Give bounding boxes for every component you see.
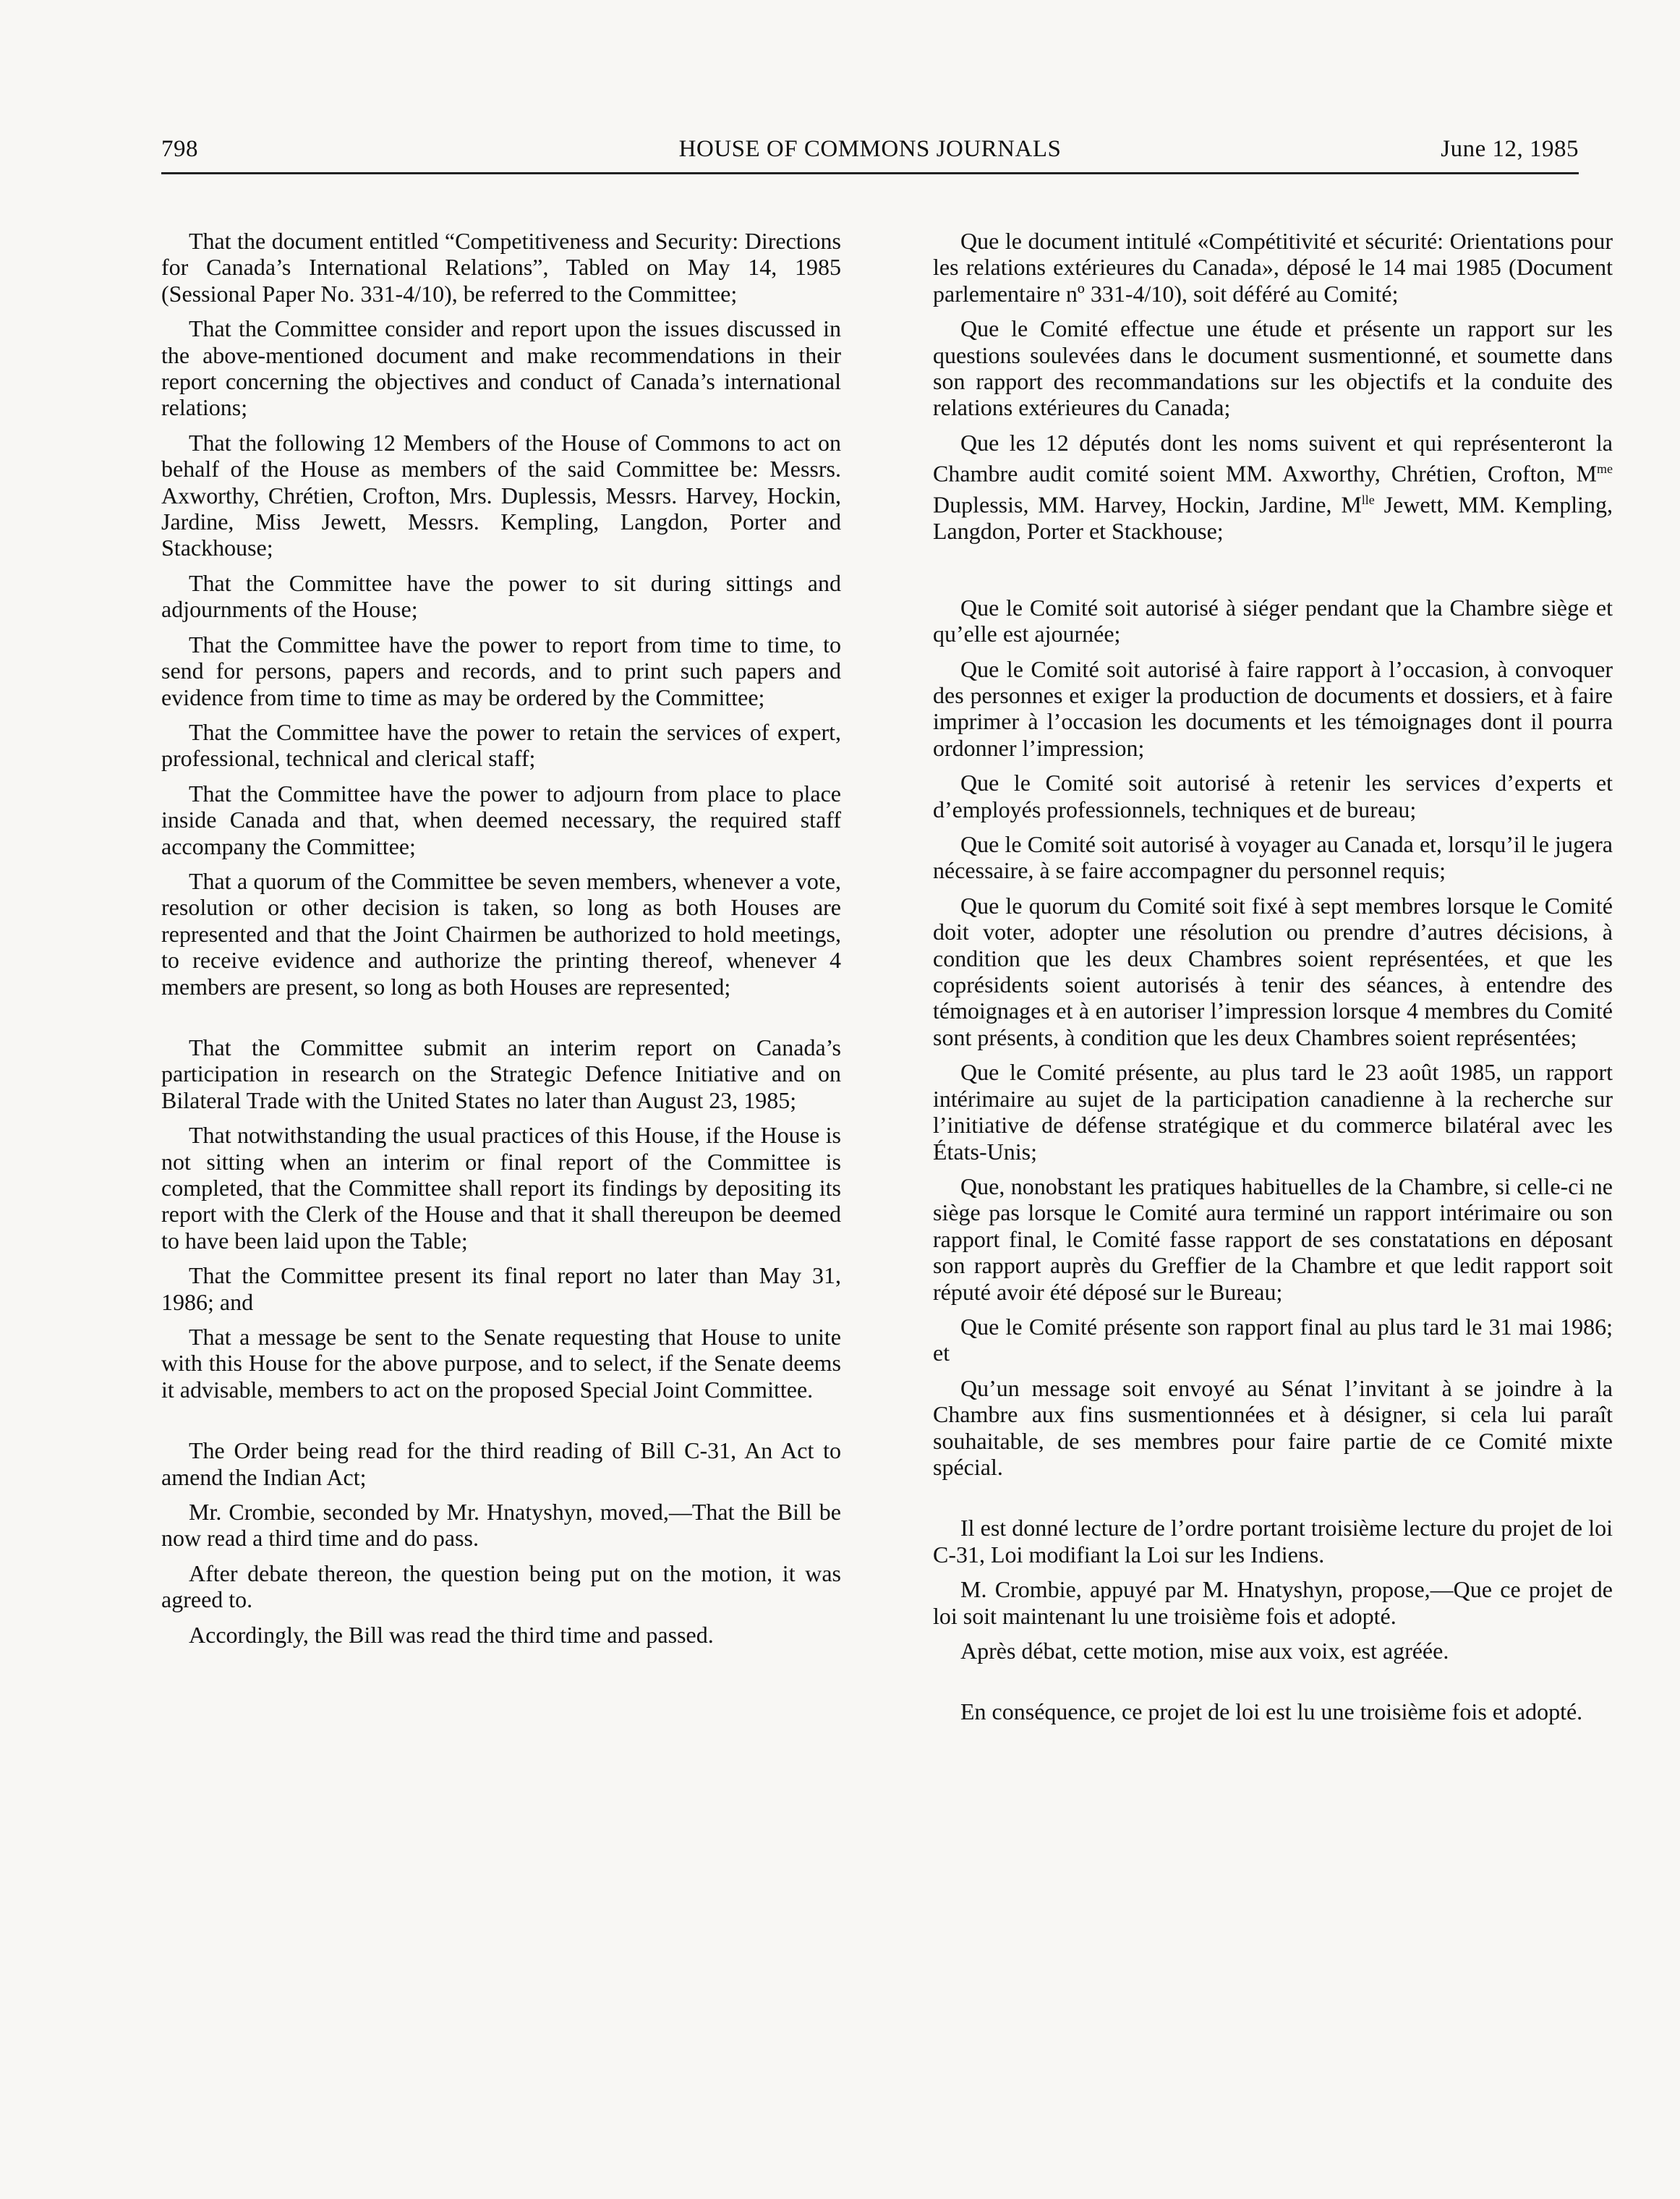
fr-para-passed: En conséquence, ce projet de loi est lu une troisième fois et adopté. (960, 1698, 1583, 1725)
fr-para-notwithstanding: Que, nonobstant les pratiques habituelles de la Chambre, si celle-ci ne siège pas lorsque le Comité aura terminé un rapport intérimaire ou son rapport final, le Comité fasse rapport de ses constatations en déposant son rapport auprès du Greffier de la Chambre et que ledit rapport soit réputé avoir été déposé sur le Bureau; (933, 1173, 1613, 1305)
en-para-power-sit: That the Committee have the power to sit during sittings and adjournments of the House; (161, 569, 841, 623)
fr-para-members: Que les 12 députés dont les noms suivent et qui représenteront la Chambre audit comité soient MM. Axworthy, Chrétien, Crofton, $M^{me}$ Duplessis, MM. Harvey, Hockin, Jardine, $M^{lle}$ Jewett, MM. Kempling, Langdon, Porter et Stackhouse; (933, 429, 1613, 545)
journal-title: HOUSE OF COMMONS JOURNALS (678, 136, 1062, 162)
en-para-debate: After debate thereon, the question being put on the motion, it was agreed to. (161, 1560, 841, 1613)
en-para-notwithstanding: That notwithstanding the usual practices of this House, if the House is not sitting when an interim or final report of the Committee is completed, that the Committee shall report its findings by depositing its report with the Clerk of the House and that it shall thereupon be deemed to have been laid upon the Table; (161, 1122, 841, 1254)
fr-para-power-staff: Que le Comité soit autorisé à retenir les services d’experts et d’employés professionnels, techniques et de bureau; (933, 770, 1613, 822)
fr-para-consider-report: Que le Comité effectue une étude et présente un rapport sur les questions soulevées dans le document susmentionné, et soumette dans son rapport des recommandations sur les objectifs et la conduite des relations extérieures du Canada; (933, 315, 1613, 421)
fr-para-third-reading: Il est donné lecture de l’ordre portant troisième lecture du projet de loi C-31, Loi modifiant la Loi sur les Indiens. (933, 1515, 1613, 1568)
en-para-power-adjourn: That the Committee have the power to adjourn from place to place inside Canada and that, when deemed necessary, the required staff accompany the Committee; (161, 780, 841, 859)
fr-para-final-report: Que le Comité présente son rapport final au plus tard le 31 mai 1986; et (933, 1313, 1613, 1366)
journal-date: June 12, 1985 (1441, 136, 1579, 162)
page-header (161, 135, 1579, 174)
page-number: 798 (161, 136, 198, 162)
fr-para-debate: Après débat, cette motion, mise aux voix, est agréée. (960, 1638, 1449, 1664)
en-para-interim-report: That the Committee submit an interim report on Canada’s participation in research on the Strategic Defence Initiative and on Bilateral Trade with the United States no later than August 23, 1985; (161, 1034, 841, 1113)
fr-para-quorum: Que le quorum du Comité soit fixé à sept membres lorsque le Comité doit voter, adopter une résolution ou prendre d’autres décisions, à condition que les deux Chambres soient représentées, et que les coprésidents soient autorisés à tenir des séances, à entendre des témoignages et à en autoriser l’impression lorsque 4 membres du Comité sont présents, à condition que les deux Chambres soient représentées; (933, 892, 1613, 1050)
fr-para-power-travel: Que le Comité soit autorisé à voyager au Canada et, lorsqu’il le jugera nécessaire, à se faire accompagner du personnel requis; (933, 831, 1613, 884)
fr-para-interim-report: Que le Comité présente, au plus tard le 23 août 1985, un rapport intérimaire au sujet de la participation canadienne à la recherche sur l’initiative de défense stratégique et du commerce bilatéral avec les États-Unis; (933, 1059, 1613, 1165)
en-para-final-report: That the Committee present its final report no later than May 31, 1986; and (161, 1262, 841, 1315)
en-para-consider-report: That the Committee consider and report upon the issues discussed in the above-mentioned document and make recommendations in their report concerning the objectives and conduct of Canada’s international relations; (161, 315, 841, 421)
en-para-motion: Mr. Crombie, seconded by Mr. Hnatyshyn, moved,—That the Bill be now read a third time and do pass. (161, 1499, 841, 1552)
english-column (161, 228, 841, 1656)
en-para-senate-message: That a message be sent to the Senate requesting that House to unite with this House for the above purpose, and to select, if the Senate deems it advisable, members to act on the proposed Special Joint Committee. (161, 1324, 841, 1403)
fr-para-motion: M. Crombie, appuyé par M. Hnatyshyn, propose,—Que ce projet de loi soit maintenant lu une troisième fois et adopté. (933, 1576, 1613, 1629)
fr-para-senate-message: Qu’un message soit envoyé au Sénat l’invitant à se joindre à la Chambre aux fins susmentionnées et à désigner, si cela lui paraît souhaitable, de ses membres pour faire partie de ce Comité mixte spécial. (933, 1374, 1613, 1480)
en-para-power-report: That the Committee have the power to report from time to time, to send for persons, papers and records, and to print such papers and evidence from time to time as may be ordered by the Committee; (161, 631, 841, 710)
en-para-members: That the following 12 Members of the House of Commons to act on behalf of the House as members of the said Committee be: Messrs. Axworthy, Chrétien, Crofton, Mrs. Duplessis, Messrs. Harvey, Hockin, Jardine, Miss Jewett, Messrs. Kempling, Langdon, Porter and Stackhouse; (161, 429, 841, 561)
en-para-passed: Accordingly, the Bill was read the third time and passed. (189, 1621, 714, 1648)
en-para-third-reading: The Order being read for the third reading of Bill C-31, An Act to amend the Indian Act; (161, 1437, 841, 1490)
french-column (933, 228, 1613, 1734)
en-para-power-staff: That the Committee have the power to retain the services of expert, professional, technical and clerical staff; (161, 718, 841, 772)
fr-para-power-sit: Que le Comité soit autorisé à siéger pendant que la Chambre siège et qu’elle est ajournée; (933, 594, 1613, 647)
fr-para-document-referral: Que le document intitulé «Compétitivité et sécurité: Orientations pour les relations extérieures du Canada», déposé le 14 mai 1985 (Document parlementaire nº 331-4/10), soit déféré au Comité; (933, 228, 1613, 307)
fr-para-power-report: Que le Comité soit autorisé à faire rapport à l’occasion, à convoquer des personnes et exiger la production de documents et dossiers, et à faire imprimer à l’occasion les documents et les témoignages dont il pourra ordonner l’impression; (933, 655, 1613, 761)
en-para-document-referral: That the document entitled “Competitiveness and Security: Directions for Canada’s International Relations”, Tabled on May 14, 1985 (Sessional Paper No. 331-4/10), be referred to the Committee; (161, 228, 841, 307)
en-para-quorum: That a quorum of the Committee be seven members, whenever a vote, resolution or other decision is taken, so long as both Houses are represented and that the Joint Chairmen be authorized to hold meetings, to receive evidence and authorize the printing thereof, whenever 4 members are present, so long as both Houses are represented; (161, 867, 841, 1000)
